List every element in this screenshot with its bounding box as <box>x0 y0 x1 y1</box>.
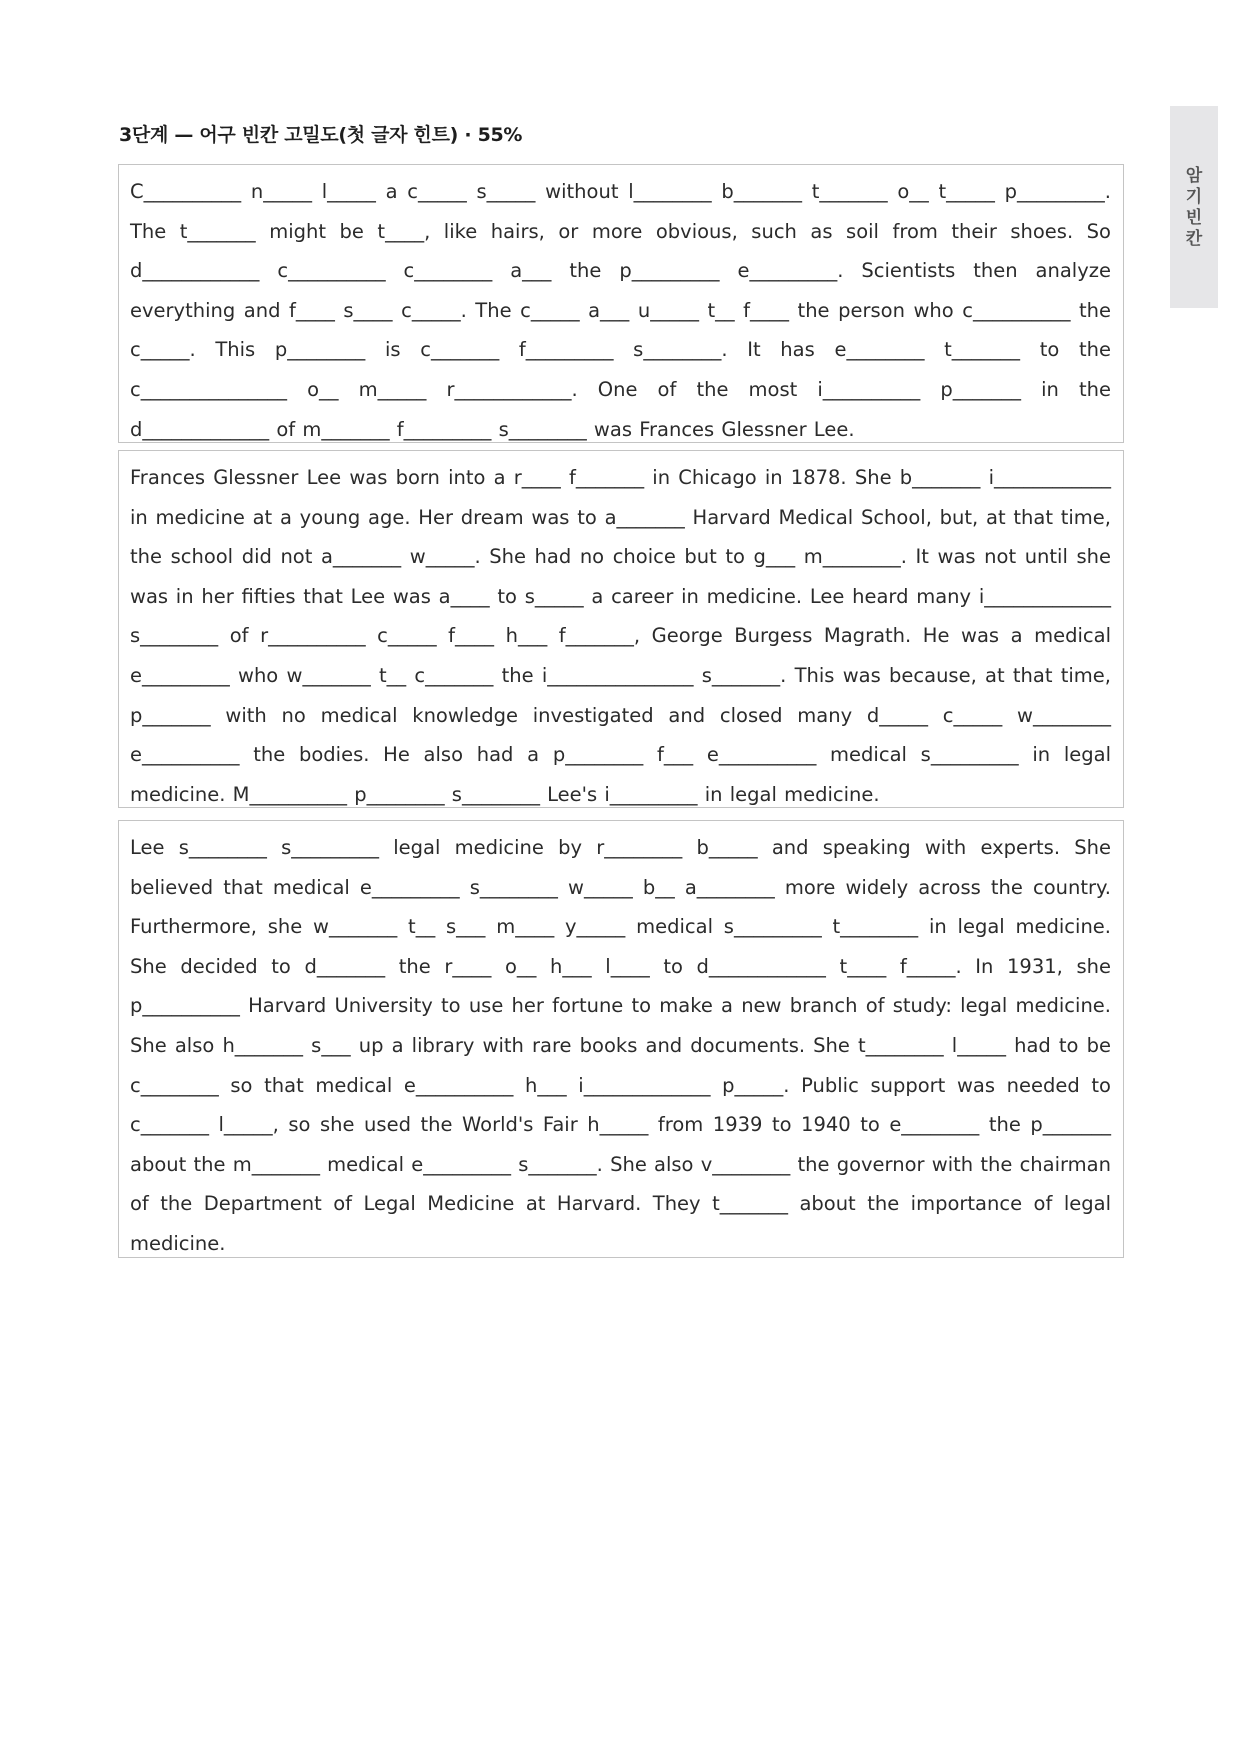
passage-text-2: Frances Glessner Lee was born into a r____ f_______ in Chicago in 1878. She b_______ i____________ in medicine at a young age. Her dream was to a_______ Harvard Medical School, but, at that time, the school did not a_______ w_____. She had no choice but to g___ m________. It was not until she was in her fifties that Lee was a____ to s_____ a career in medicine. Lee heard many i_____________ s________ of r__________ c_____ f____ h___ f_______, George Burgess Magrath. He was a medical e_________ who w_______ t__ c_______ the i_______________ s_______. This was because, at that time, p_______ with no medical knowledge investigated and closed many d_____ c_____ w________ e__________ the bodies. He also had a p________ f___ e__________ medical s_________ in legal medicine. M__________ p________ s________ Lee's i_________ in legal medicine. <box>130 466 1111 806</box>
side-tab-char: 암 <box>1185 166 1203 186</box>
side-tab-char: 기 <box>1185 187 1203 207</box>
side-tab-char: 칸 <box>1185 229 1203 249</box>
side-section-tab <box>1170 106 1218 308</box>
passage-box-3 <box>118 820 1124 1258</box>
side-tab-char: 빈 <box>1185 208 1203 228</box>
passage-box-1 <box>118 164 1124 443</box>
page-title: 3단계 — 어구 빈칸 고밀도(첫 글자 힌트) · 55% <box>119 124 523 146</box>
passage-box-2 <box>118 450 1124 808</box>
passage-text-3: Lee s________ s_________ legal medicine by r________ b_____ and speaking with experts. She believed that medical e_________ s________ w_____ b__ a________ more widely across the country. Furthermore, she w_______ t__ s___ m____ y_____ medical s_________ t________ in legal medicine. She decided to d_______ the r____ o__ h___ l____ to d____________ t____ f_____. In 1931, she p__________ Harvard University to use her fortune to make a new branch of study: legal medicine. She also h_______ s___ up a library with rare books and documents. She t________ l_____ had to be c________ so that medical e__________ h___ i_____________ p_____. Public support was needed to c_______ l_____, so she used the World's Fair h_____ from 1939 to 1940 to e________ the p_______ about the m_______ medical e_________ s_______. She also v________ the governor with the chairman of the Department of Legal Medicine at Harvard. They t_______ about the importance of legal medicine. <box>130 836 1111 1255</box>
passage-text-1: C__________ n_____ l_____ a c_____ s_____ without l________ b_______ t_______ o__ t_____ p_________. The t_______ might be t____, like hairs, or more obvious, such as soil from their shoes. So d____________ c__________ c________ a___ the p_________ e_________. Scientists then analyze everything and f____ s____ c_____. The c_____ a___ u_____ t__ f____ the person who c__________ the c_____. This p________ is c_______ f_________ s________. It has e________ t_______ to the c_______________ o__ m_____ r____________. One of the most i__________ p_______ in the d_____________ of m_______ f_________ s________ was Frances Glessner Lee. <box>130 180 1111 441</box>
